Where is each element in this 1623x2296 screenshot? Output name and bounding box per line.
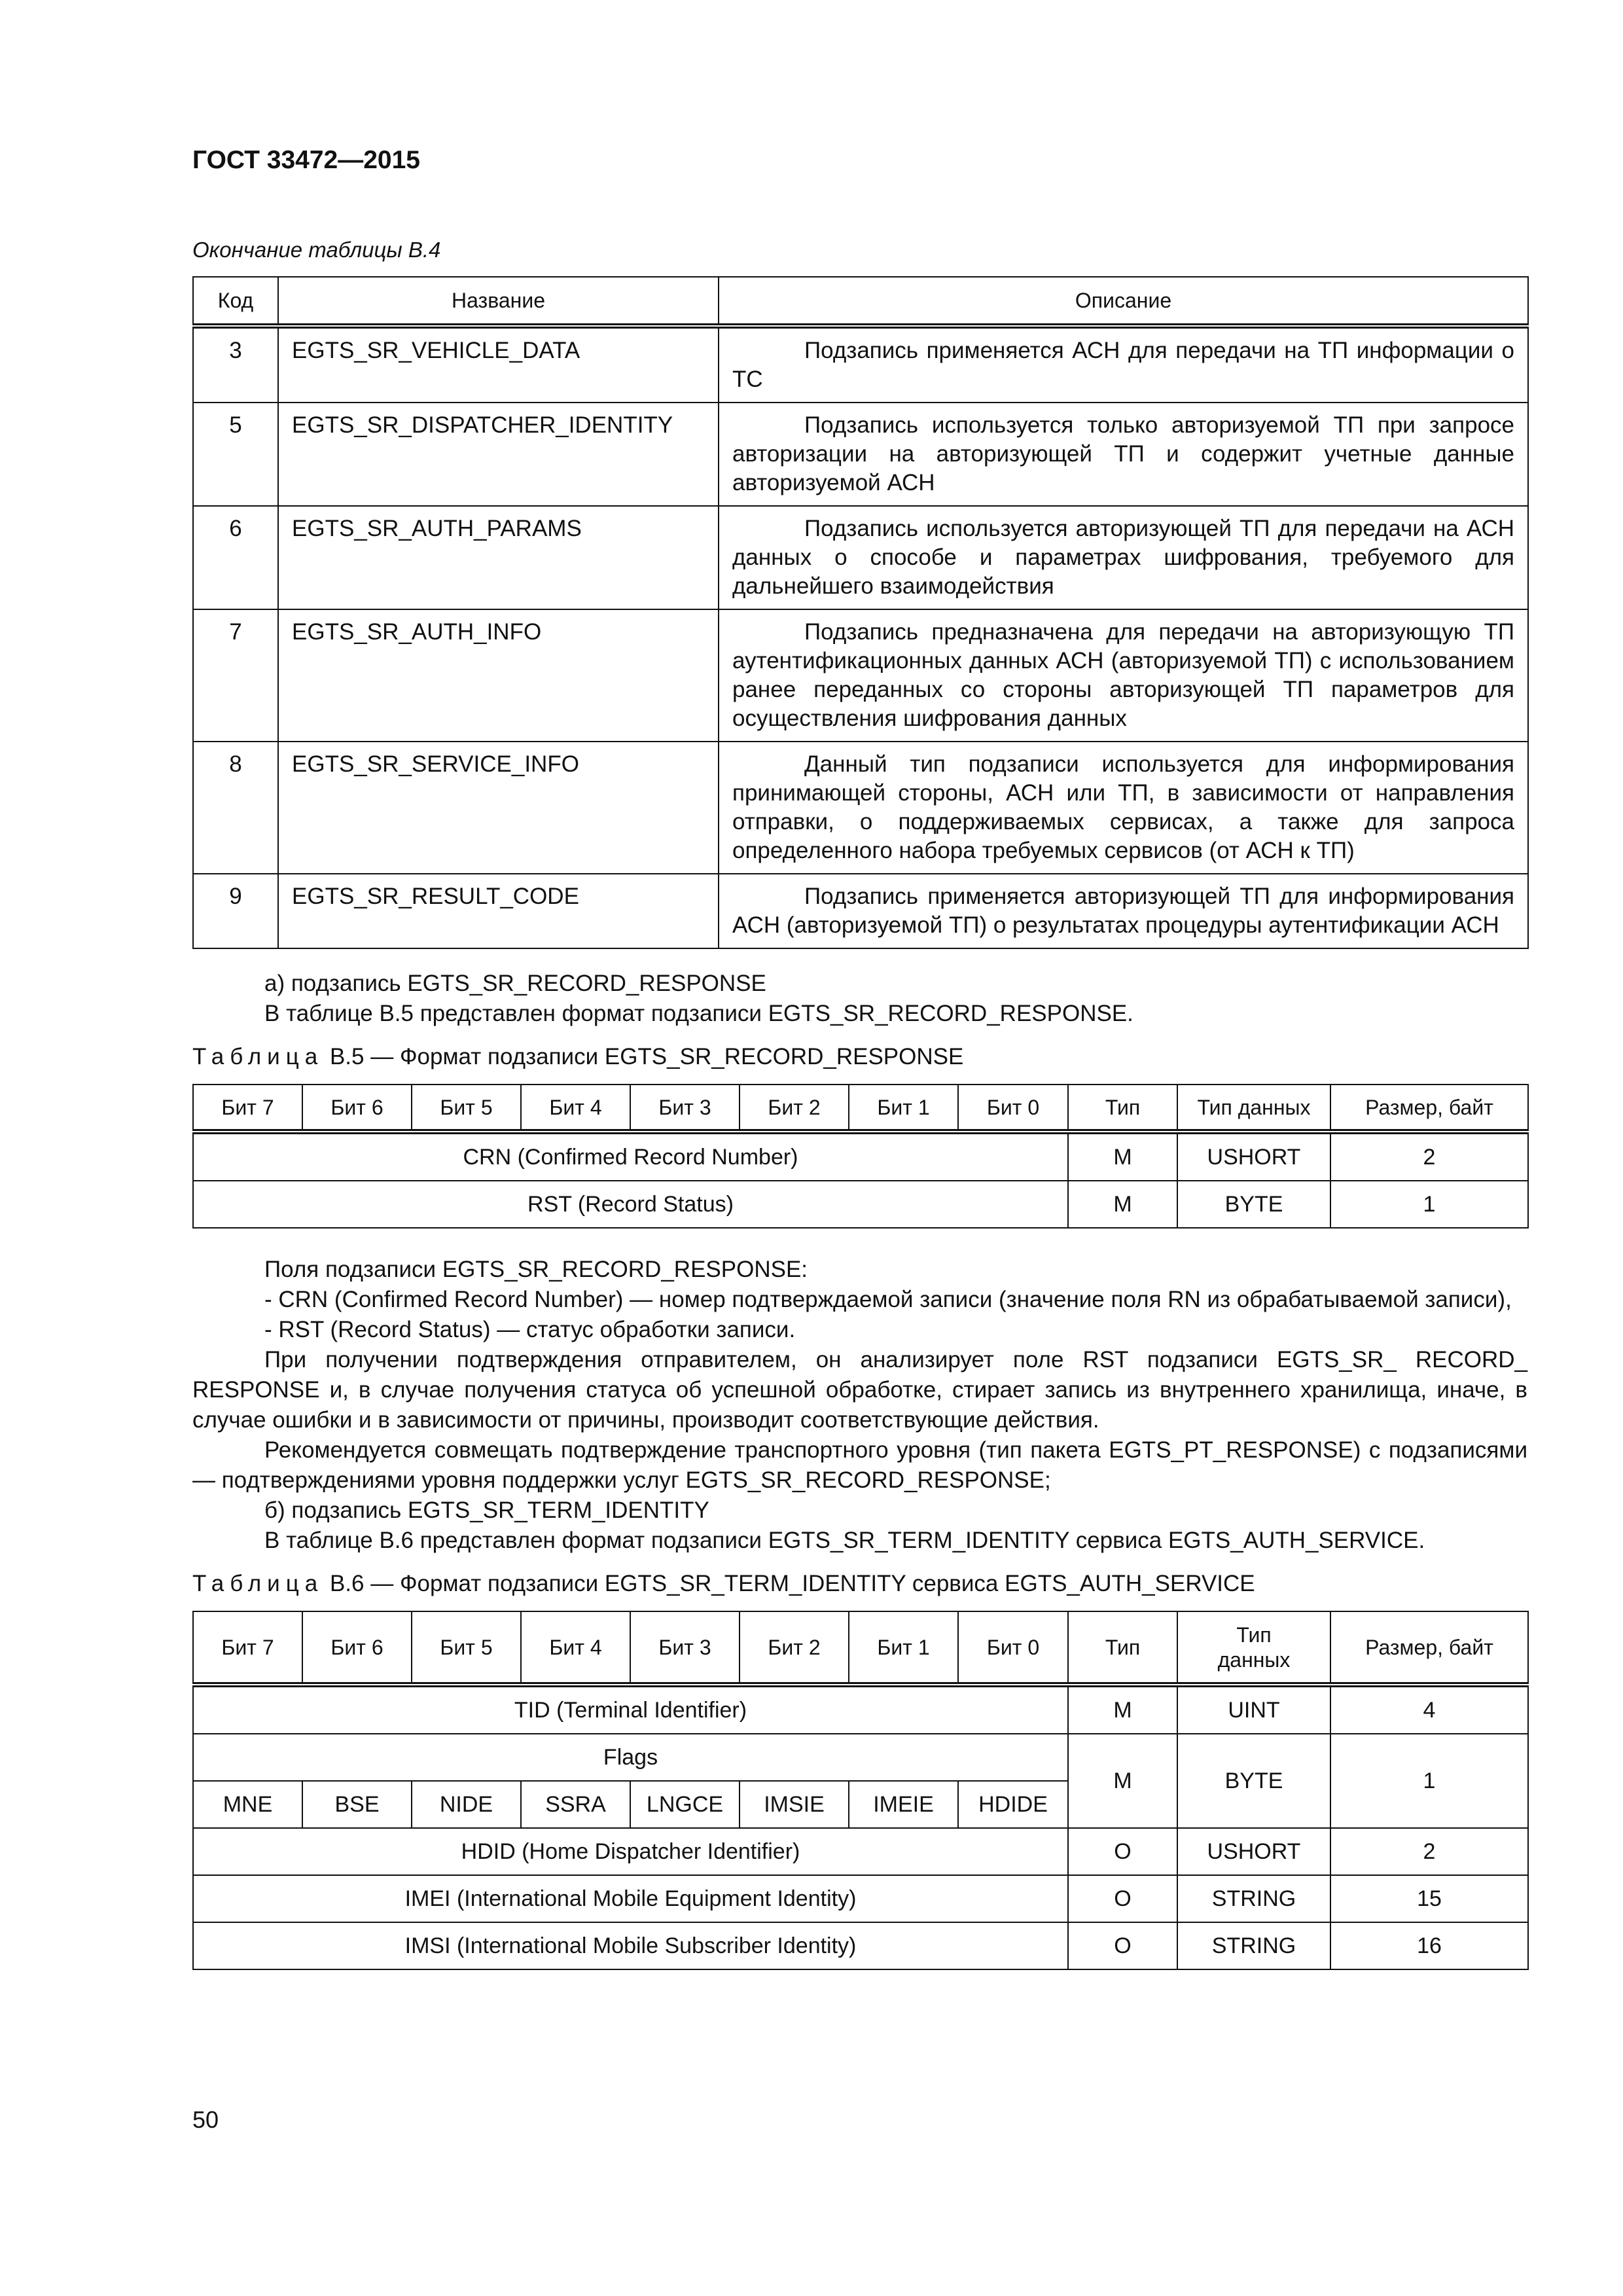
field-name: TID (Terminal Identifier) (193, 1685, 1068, 1734)
row-name: EGTS_SR_RESULT_CODE (278, 874, 719, 948)
table-row (193, 1685, 1528, 1734)
section-b-intro: В таблице В.6 представлен формат подзаписи EGTS_SR_TERM_IDENTITY сервиса EGTS_AUTH_SERVICE. (264, 1528, 1425, 1553)
field-name: HDID (Home Dispatcher Identifier) (193, 1828, 1068, 1875)
column-header-bit6: Бит 6 (302, 1611, 412, 1685)
table-row (193, 1734, 1528, 1781)
table-row (193, 326, 1528, 403)
field-crn-description: - CRN (Confirmed Record Number) — номер подтверждаемой записи (значение поля RN из обрабатываемой записи), (264, 1287, 1512, 1312)
column-header-bit7: Бит 7 (193, 1085, 302, 1132)
row-code: 3 (193, 326, 278, 403)
column-header-bit0: Бит 0 (958, 1085, 1068, 1132)
column-header-bit0: Бит 0 (958, 1611, 1068, 1685)
column-header-type: Тип (1068, 1085, 1177, 1132)
row-code: 8 (193, 742, 278, 874)
field-type: M (1068, 1685, 1177, 1734)
field-type: O (1068, 1922, 1177, 1969)
field-name: CRN (Confirmed Record Number) (193, 1132, 1068, 1181)
column-header-name: Название (278, 277, 719, 326)
field-data-type: USHORT (1177, 1828, 1330, 1875)
table-row (193, 1875, 1528, 1922)
caption-text: В.6 — Формат подзаписи EGTS_SR_TERM_IDENTITY сервиса EGTS_AUTH_SERVICE (323, 1571, 1255, 1596)
field-size: 15 (1330, 1875, 1528, 1922)
row-description: Подзапись используется авторизующей ТП для передачи на АСН данных о способе и параметрах шифрования, требуемого для дальнейшего взаимодействия (719, 506, 1528, 609)
column-header-size: Размер, байт (1330, 1085, 1528, 1132)
column-header-bit7: Бит 7 (193, 1611, 302, 1685)
column-header-bit4: Бит 4 (521, 1611, 630, 1685)
field-rst-description: - RST (Record Status) — статус обработки записи. (264, 1317, 796, 1342)
column-header-bit1: Бит 1 (849, 1085, 958, 1132)
row-name: EGTS_SR_AUTH_INFO (278, 609, 719, 742)
field-size: 2 (1330, 1132, 1528, 1181)
field-data-type: STRING (1177, 1922, 1330, 1969)
fields-intro: Поля подзаписи EGTS_SR_RECORD_RESPONSE: (264, 1257, 808, 1282)
flag-bit-bse: BSE (302, 1781, 412, 1828)
table-b5 (192, 1084, 1529, 1229)
section-a-item: а) подзапись EGTS_SR_RECORD_RESPONSE (264, 971, 766, 996)
row-description: Подзапись предназначена для передачи на авторизующую ТП аутентификационных данных АСН (авторизуемой ТП) с использованием ранее переданных со стороны авторизующей ТП параметров для осуществления шифрования данных (719, 609, 1528, 742)
row-code: 7 (193, 609, 278, 742)
field-type: O (1068, 1828, 1177, 1875)
flag-bit-imsie: IMSIE (740, 1781, 849, 1828)
field-type: M (1068, 1181, 1177, 1228)
table-row (193, 506, 1528, 609)
section-b-item: б) подзапись EGTS_SR_TERM_IDENTITY (264, 1498, 709, 1523)
flag-bit-nide: NIDE (412, 1781, 521, 1828)
table-row (193, 609, 1528, 742)
row-name: EGTS_SR_SERVICE_INFO (278, 742, 719, 874)
row-description: Подзапись применяется АСН для передачи на ТП информации о ТС (719, 326, 1528, 403)
field-type: M (1068, 1132, 1177, 1181)
row-name: EGTS_SR_DISPATCHER_IDENTITY (278, 403, 719, 506)
document-page (192, 144, 1527, 1970)
column-header-size: Размер, байт (1330, 1611, 1528, 1685)
column-header-type: Тип (1068, 1611, 1177, 1685)
flag-bit-mne: MNE (193, 1781, 302, 1828)
table-row (193, 1828, 1528, 1875)
field-size: 2 (1330, 1828, 1528, 1875)
flag-bit-ssra: SSRA (521, 1781, 630, 1828)
column-header-code: Код (193, 277, 278, 326)
table-row (193, 1132, 1528, 1181)
column-header-data-type: Тип данных (1177, 1611, 1330, 1685)
row-code: 9 (193, 874, 278, 948)
field-data-type: UINT (1177, 1685, 1330, 1734)
field-name: IMEI (International Mobile Equipment Identity) (193, 1875, 1068, 1922)
table-b5-caption (192, 1042, 1527, 1075)
column-header-bit5: Бит 5 (412, 1611, 521, 1685)
column-header-bit3: Бит 3 (630, 1611, 740, 1685)
flags-label: Flags (193, 1734, 1068, 1781)
flag-bit-imeie: IMEIE (849, 1781, 958, 1828)
table-row (193, 1181, 1528, 1228)
field-data-type: USHORT (1177, 1132, 1330, 1181)
row-description: Подзапись применяется авторизующей ТП для информирования АСН (авторизуемой ТП) о результатах процедуры аутентификации АСН (719, 874, 1528, 948)
table-b4-continuation: Окончание таблицы В.4 (192, 238, 441, 262)
column-header-description: Описание (719, 277, 1528, 326)
row-name: EGTS_SR_AUTH_PARAMS (278, 506, 719, 609)
field-data-type: BYTE (1177, 1734, 1330, 1828)
field-size: 1 (1330, 1734, 1528, 1828)
field-size: 16 (1330, 1922, 1528, 1969)
table-b4 (192, 276, 1529, 949)
field-data-type: BYTE (1177, 1181, 1330, 1228)
column-header-bit5: Бит 5 (412, 1085, 521, 1132)
table-b6-caption (192, 1569, 1527, 1602)
column-header-bit4: Бит 4 (521, 1085, 630, 1132)
page-number: 50 (192, 2106, 219, 2133)
table-row (193, 1922, 1528, 1969)
column-header-bit6: Бит 6 (302, 1085, 412, 1132)
flag-bit-lngce: LNGCE (630, 1781, 740, 1828)
field-data-type: STRING (1177, 1875, 1330, 1922)
column-header-bit2: Бит 2 (740, 1611, 849, 1685)
recommendation-paragraph: Рекомендуется совмещать подтверждение транспортного уровня (тип пакета EGTS_PT_RESPONSE) с подзаписями — подтверждениями уровня поддержки услуг EGTS_SR_RECORD_RESPONSE; (192, 1437, 1527, 1493)
caption-word: Таблица (192, 1044, 324, 1069)
table-row (193, 742, 1528, 874)
field-type: O (1068, 1875, 1177, 1922)
confirmation-paragraph: При получении подтверждения отправителем, он анализирует поле RST подзаписи EGTS_SR_ RECORD_ RESPONSE и, в случае получения статуса об успешной обработке, стирает запись из внутреннего хранилища, иначе, в случае ошибки и в зависимости от причины, производит соответствующие действия. (192, 1347, 1527, 1433)
document-header: ГОСТ 33472—2015 (192, 146, 420, 174)
field-type: M (1068, 1734, 1177, 1828)
row-code: 5 (193, 403, 278, 506)
column-header-bit2: Бит 2 (740, 1085, 849, 1132)
field-size: 1 (1330, 1181, 1528, 1228)
table-b6 (192, 1611, 1529, 1970)
field-size: 4 (1330, 1685, 1528, 1734)
column-header-data-type: Тип данных (1177, 1085, 1330, 1132)
flag-bit-hdide: HDIDE (958, 1781, 1068, 1828)
row-description: Подзапись используется только авторизуемой ТП при запросе авторизации на авторизующей ТП и содержит учетные данные авторизуемой АСН (719, 403, 1528, 506)
field-name: IMSI (International Mobile Subscriber Identity) (193, 1922, 1068, 1969)
field-name: RST (Record Status) (193, 1181, 1068, 1228)
column-header-bit1: Бит 1 (849, 1611, 958, 1685)
table-row (193, 874, 1528, 948)
row-description: Данный тип подзаписи используется для информирования принимающей стороны, АСН или ТП, в зависимости от направления отправки, о поддерживаемых сервисах, а также для запроса определенного набора требуемых сервисов (от АСН к ТП) (719, 742, 1528, 874)
caption-text: В.5 — Формат подзаписи EGTS_SR_RECORD_RESPONSE (323, 1044, 964, 1069)
table-row (193, 403, 1528, 506)
row-code: 6 (193, 506, 278, 609)
column-header-bit3: Бит 3 (630, 1085, 740, 1132)
row-name: EGTS_SR_VEHICLE_DATA (278, 326, 719, 403)
caption-word: Таблица (192, 1571, 324, 1596)
section-a-intro: В таблице В.5 представлен формат подзаписи EGTS_SR_RECORD_RESPONSE. (264, 1001, 1133, 1026)
